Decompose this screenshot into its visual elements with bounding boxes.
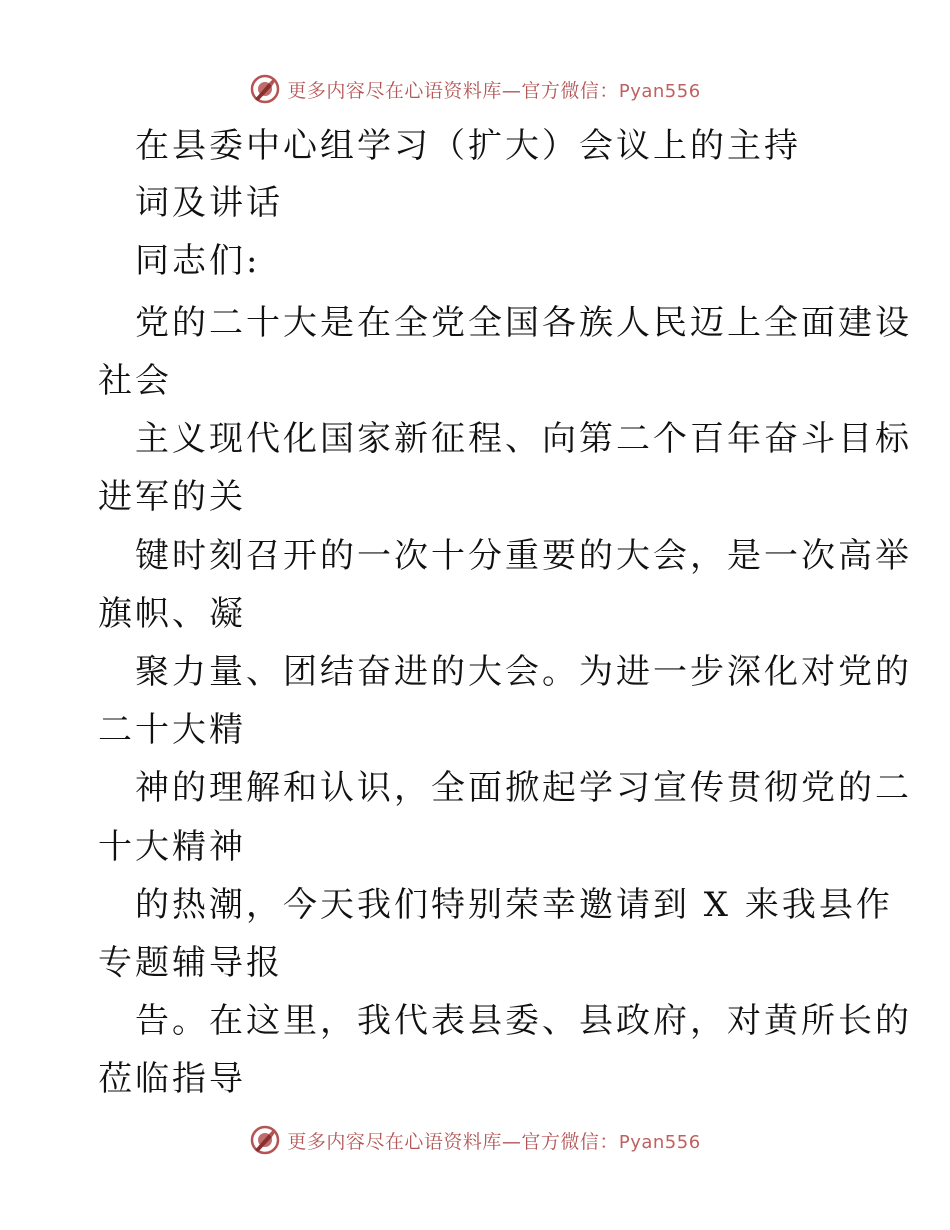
body-line: 莅临指导 [98,1059,246,1099]
document-title-line-2: 词及讲话 [135,183,283,223]
body-line: 进军的关 [98,477,246,517]
watermark-prefix: 更多内容尽在心语资料库—官方微信： [287,79,619,102]
header-watermark [0,72,950,106]
body-line: 聚力量、团结奋进的大会。为进一步深化对党的 [135,652,912,692]
body-line: 神的理解和认识，全面掀起学习宣传贯彻党的二 [135,768,912,808]
watermark-prefix: 更多内容尽在心语资料库—官方微信： [287,1130,619,1153]
body-line: 专题辅导报 [98,943,283,983]
salutation: 同志们: [135,241,261,281]
watermark-text [287,76,700,103]
body-line: 键时刻召开的一次十分重要的大会，是一次高举 [135,536,912,576]
brush-circle-logo-icon [249,1124,281,1156]
brush-circle-logo-icon [249,73,281,105]
document-title-line-1: 在县委中心组学习（扩大）会议上的主持 [135,126,801,166]
body-line: 的热潮，今天我们特别荣幸邀请到 X 来我县作 [135,885,893,925]
body-line: 主义现代化国家新征程、向第二个百年奋斗目标 [135,419,912,459]
body-line: 党的二十大是在全党全国各族人民迈上全面建设 [135,303,912,343]
footer-watermark [0,1123,950,1157]
watermark-wechat-id: Pyan556 [618,1131,701,1153]
watermark-text [287,1127,700,1154]
body-line: 社会 [98,361,172,401]
body-line: 二十大精 [98,710,246,750]
body-line: 告。在这里，我代表县委、县政府，对黄所长的 [135,1001,912,1041]
body-line: 十大精神 [98,827,246,867]
watermark-wechat-id: Pyan556 [618,80,701,102]
body-line: 旗帜、凝 [98,594,246,634]
